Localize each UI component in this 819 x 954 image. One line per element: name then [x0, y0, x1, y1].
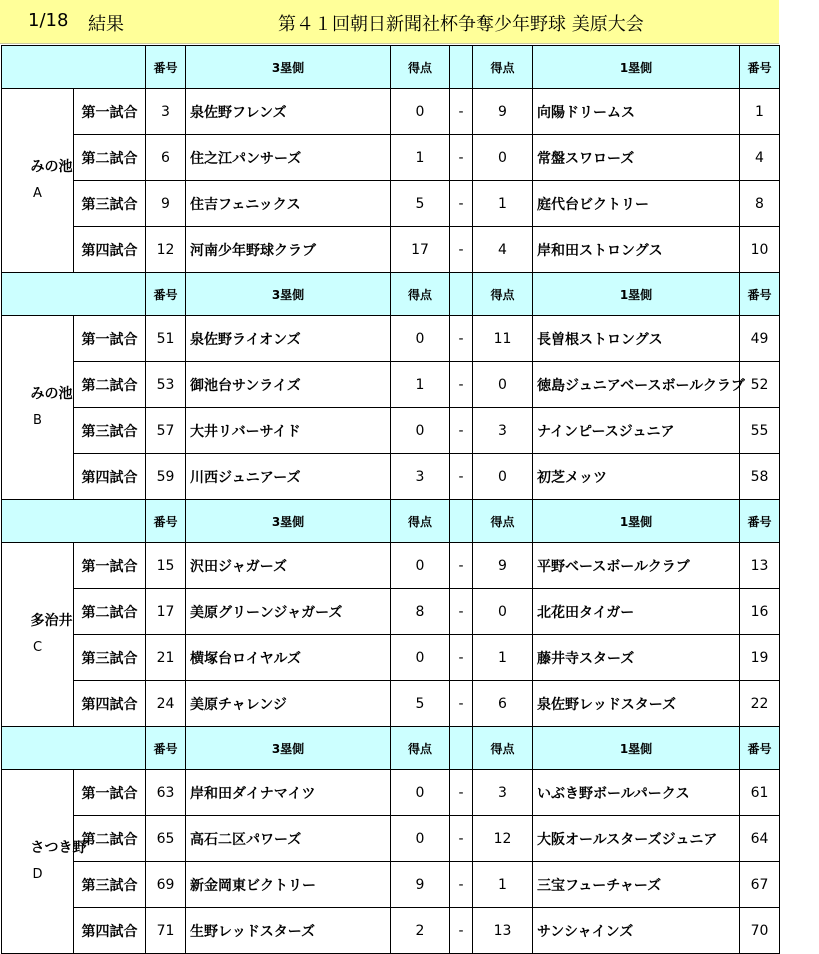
score-separator: -: [450, 135, 473, 181]
venue-cell: [2, 543, 74, 727]
venue-name: 多治井: [30, 613, 73, 629]
team-number-3b: 69: [146, 862, 186, 908]
team-number-1b: 19: [740, 635, 780, 681]
game-label: 第四試合: [74, 454, 146, 500]
score-separator: -: [450, 316, 473, 362]
score-1b: 6: [473, 681, 533, 727]
header-corner: [2, 46, 146, 89]
score-1b: 1: [473, 862, 533, 908]
team-name-3b: 泉佐野ライオンズ: [186, 316, 391, 362]
game-row: [2, 816, 780, 862]
team-name-1b: ナインピースジュニア: [533, 408, 740, 454]
game-row: [2, 908, 780, 954]
game-label: 第一試合: [74, 316, 146, 362]
game-row: [2, 408, 780, 454]
score-1b: 13: [473, 908, 533, 954]
score-separator: -: [450, 908, 473, 954]
team-number-3b: 9: [146, 181, 186, 227]
score-3b: 1: [391, 362, 450, 408]
team-name-3b: 川西ジュニアーズ: [186, 454, 391, 500]
header-corner: [2, 273, 146, 316]
game-label: 第二試合: [74, 362, 146, 408]
team-name-3b: 岸和田ダイナマイツ: [186, 770, 391, 816]
team-number-3b: 24: [146, 681, 186, 727]
team-number-3b: 53: [146, 362, 186, 408]
header-score-3b: 得点: [391, 273, 450, 316]
game-row: [2, 135, 780, 181]
result-label: 結果: [88, 14, 124, 35]
score-1b: 3: [473, 408, 533, 454]
venue-cell: [2, 770, 87, 954]
team-number-3b: 59: [146, 454, 186, 500]
team-name-1b: 北花田タイガー: [533, 589, 740, 635]
column-header-row: [2, 500, 780, 543]
score-1b: 9: [473, 543, 533, 589]
team-name-1b: 庭代台ビクトリー: [533, 181, 740, 227]
game-row: [2, 316, 780, 362]
team-number-1b: 49: [740, 316, 780, 362]
tournament-title: 第４１回朝日新聞社杯争奪少年野球 美原大会: [278, 14, 644, 35]
team-number-1b: 1: [740, 89, 780, 135]
score-1b: 1: [473, 635, 533, 681]
game-row: [2, 862, 780, 908]
venue-name: みの池: [30, 386, 73, 402]
venue-code: B: [33, 413, 42, 428]
score-3b: 8: [391, 589, 450, 635]
game-label: 第三試合: [74, 181, 146, 227]
score-1b: 0: [473, 589, 533, 635]
header-dash: [450, 727, 473, 770]
team-name-3b: 新金岡東ビクトリー: [186, 862, 391, 908]
score-separator: -: [450, 543, 473, 589]
team-name-1b: 藤井寺スターズ: [533, 635, 740, 681]
team-name-1b: 三宝フューチャーズ: [533, 862, 740, 908]
team-name-1b: 大阪オールスターズジュニア: [533, 816, 740, 862]
header-score-3b: 得点: [391, 500, 450, 543]
score-3b: 5: [391, 681, 450, 727]
venue-name: みの池: [30, 159, 73, 175]
header-num-1b: 番号: [740, 727, 780, 770]
team-name-3b: 住之江パンサーズ: [186, 135, 391, 181]
team-name-3b: 沢田ジャガーズ: [186, 543, 391, 589]
team-name-1b: 初芝メッツ: [533, 454, 740, 500]
game-row: [2, 89, 780, 135]
header-num-3b: 番号: [146, 500, 186, 543]
game-label: 第一試合: [74, 770, 146, 816]
score-3b: 0: [391, 89, 450, 135]
game-row: [2, 770, 780, 816]
team-number-1b: 64: [740, 816, 780, 862]
score-separator: -: [450, 635, 473, 681]
venue-name: さつき野: [30, 840, 87, 856]
venue-code: C: [32, 640, 43, 655]
team-name-1b: 長曽根ストロングス: [533, 316, 740, 362]
team-number-1b: 16: [740, 589, 780, 635]
venue-cell: [2, 316, 74, 500]
game-label: 第一試合: [74, 543, 146, 589]
score-3b: 0: [391, 408, 450, 454]
results-table: [1, 45, 780, 954]
result-date: 1/18: [28, 10, 69, 31]
score-separator: -: [450, 89, 473, 135]
team-number-1b: 4: [740, 135, 780, 181]
header-num-1b: 番号: [740, 46, 780, 89]
team-name-3b: 高石二区パワーズ: [186, 816, 391, 862]
team-name-3b: 泉佐野フレンズ: [186, 89, 391, 135]
team-number-1b: 70: [740, 908, 780, 954]
score-1b: 0: [473, 135, 533, 181]
score-3b: 17: [391, 227, 450, 273]
score-1b: 1: [473, 181, 533, 227]
score-3b: 3: [391, 454, 450, 500]
score-3b: 9: [391, 862, 450, 908]
venue-code: D: [32, 867, 43, 882]
game-row: [2, 227, 780, 273]
team-number-3b: 3: [146, 89, 186, 135]
header-team-1b: 1塁側: [533, 46, 740, 89]
game-label: 第二試合: [74, 816, 146, 862]
column-header-row: [2, 727, 780, 770]
team-number-1b: 58: [740, 454, 780, 500]
team-number-1b: 67: [740, 862, 780, 908]
score-separator: -: [450, 362, 473, 408]
header-team-3b: 3塁側: [186, 273, 391, 316]
game-label: 第二試合: [74, 135, 146, 181]
header-team-3b: 3塁側: [186, 500, 391, 543]
score-separator: -: [450, 181, 473, 227]
title-bar: [0, 0, 779, 44]
score-3b: 0: [391, 635, 450, 681]
header-team-1b: 1塁側: [533, 273, 740, 316]
score-3b: 0: [391, 770, 450, 816]
score-separator: -: [450, 589, 473, 635]
score-1b: 11: [473, 316, 533, 362]
game-label: 第三試合: [74, 635, 146, 681]
venue-code: A: [33, 186, 42, 201]
header-team-1b: 1塁側: [533, 727, 740, 770]
score-1b: 12: [473, 816, 533, 862]
team-name-1b: いぶき野ボールパークス: [533, 770, 740, 816]
game-row: [2, 362, 780, 408]
team-number-1b: 22: [740, 681, 780, 727]
score-separator: -: [450, 681, 473, 727]
header-score-3b: 得点: [391, 727, 450, 770]
header-team-1b: 1塁側: [533, 500, 740, 543]
team-name-3b: 美原グリーンジャガーズ: [186, 589, 391, 635]
team-name-3b: 横塚台ロイヤルズ: [186, 635, 391, 681]
score-3b: 2: [391, 908, 450, 954]
header-team-3b: 3塁側: [186, 727, 391, 770]
team-number-3b: 71: [146, 908, 186, 954]
team-number-3b: 17: [146, 589, 186, 635]
team-name-3b: 御池台サンライズ: [186, 362, 391, 408]
score-1b: 3: [473, 770, 533, 816]
game-row: [2, 454, 780, 500]
score-separator: -: [450, 770, 473, 816]
header-score-3b: 得点: [391, 46, 450, 89]
score-1b: 4: [473, 227, 533, 273]
header-corner: [2, 500, 146, 543]
team-name-1b: サンシャインズ: [533, 908, 740, 954]
game-row: [2, 681, 780, 727]
game-row: [2, 635, 780, 681]
game-label: 第四試合: [74, 681, 146, 727]
header-num-1b: 番号: [740, 273, 780, 316]
team-name-3b: 大井リバーサイド: [186, 408, 391, 454]
team-name-1b: 平野ベースボールクラブ: [533, 543, 740, 589]
score-separator: -: [450, 454, 473, 500]
team-name-3b: 住吉フェニックス: [186, 181, 391, 227]
column-header-row: [2, 46, 780, 89]
score-3b: 5: [391, 181, 450, 227]
game-label: 第四試合: [74, 227, 146, 273]
team-number-1b: 8: [740, 181, 780, 227]
team-number-3b: 63: [146, 770, 186, 816]
team-number-1b: 13: [740, 543, 780, 589]
score-1b: 0: [473, 362, 533, 408]
team-name-1b: 岸和田ストロングス: [533, 227, 740, 273]
game-label: 第二試合: [74, 589, 146, 635]
team-number-3b: 51: [146, 316, 186, 362]
game-row: [2, 543, 780, 589]
game-label: 第一試合: [74, 89, 146, 135]
header-num-3b: 番号: [146, 727, 186, 770]
team-number-3b: 12: [146, 227, 186, 273]
team-number-3b: 21: [146, 635, 186, 681]
team-number-1b: 52: [740, 362, 780, 408]
header-corner: [2, 727, 146, 770]
header-num-1b: 番号: [740, 500, 780, 543]
game-label: 第三試合: [74, 862, 146, 908]
score-separator: -: [450, 227, 473, 273]
header-team-3b: 3塁側: [186, 46, 391, 89]
team-name-1b: 徳島ジュニアベースボールクラブ: [533, 362, 740, 408]
score-separator: -: [450, 408, 473, 454]
score-separator: -: [450, 862, 473, 908]
header-score-1b: 得点: [473, 727, 533, 770]
header-score-1b: 得点: [473, 46, 533, 89]
game-label: 第三試合: [74, 408, 146, 454]
team-number-1b: 55: [740, 408, 780, 454]
score-3b: 0: [391, 816, 450, 862]
header-num-3b: 番号: [146, 273, 186, 316]
team-name-3b: 河南少年野球クラブ: [186, 227, 391, 273]
header-score-1b: 得点: [473, 273, 533, 316]
score-3b: 0: [391, 316, 450, 362]
game-row: [2, 589, 780, 635]
header-dash: [450, 46, 473, 89]
score-3b: 1: [391, 135, 450, 181]
team-number-1b: 10: [740, 227, 780, 273]
team-name-1b: 常盤スワローズ: [533, 135, 740, 181]
team-number-3b: 6: [146, 135, 186, 181]
column-header-row: [2, 273, 780, 316]
score-3b: 0: [391, 543, 450, 589]
results-body: [2, 46, 780, 954]
score-1b: 0: [473, 454, 533, 500]
header-num-3b: 番号: [146, 46, 186, 89]
team-name-3b: 生野レッドスターズ: [186, 908, 391, 954]
team-number-3b: 57: [146, 408, 186, 454]
score-separator: -: [450, 816, 473, 862]
team-name-1b: 向陽ドリームス: [533, 89, 740, 135]
team-number-3b: 65: [146, 816, 186, 862]
team-number-1b: 61: [740, 770, 780, 816]
team-name-1b: 泉佐野レッドスターズ: [533, 681, 740, 727]
header-dash: [450, 273, 473, 316]
venue-cell: [2, 89, 74, 273]
game-row: [2, 181, 780, 227]
header-dash: [450, 500, 473, 543]
score-1b: 9: [473, 89, 533, 135]
team-number-3b: 15: [146, 543, 186, 589]
game-label: 第四試合: [74, 908, 146, 954]
header-score-1b: 得点: [473, 500, 533, 543]
team-name-3b: 美原チャレンジ: [186, 681, 391, 727]
